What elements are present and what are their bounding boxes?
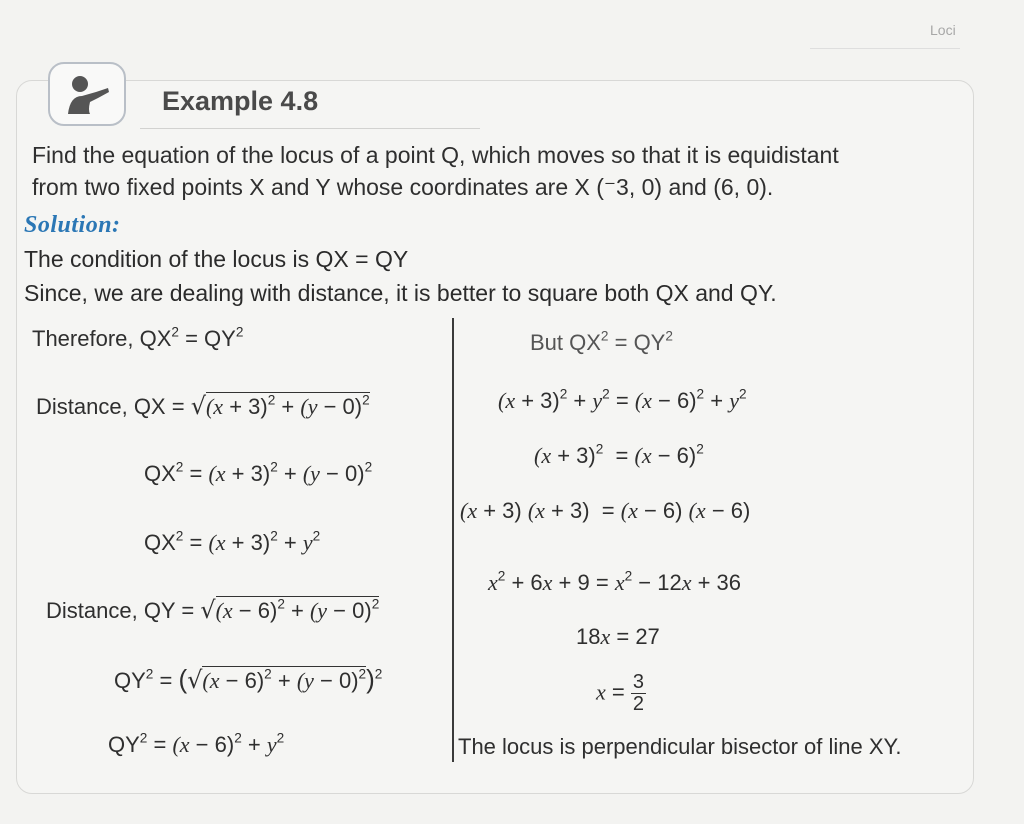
header-rule — [140, 128, 480, 129]
question-line-2: from two fixed points X and Y whose coordinates are X (⁻3, 0) and (6, 0). — [32, 174, 774, 200]
student-pointing-icon — [48, 62, 126, 126]
left-distance-qy: Distance, QY = $√(x - 6)^2 + (y - 0)^2$ — [46, 596, 380, 624]
right-eq-1: $(x + 3)^2 + y^2 = (x - 6)^2 + y^2$ — [498, 386, 747, 413]
page-tag-rule — [810, 48, 960, 49]
left-qx2-simplified: $QX^2 = (x + 3)^2 + y^2$ — [144, 528, 321, 555]
conclusion-text: The locus is perpendicular bisector of line XY. — [458, 734, 902, 759]
solution-line-2: Since, we are dealing with distance, it is better to square both QX and QY. — [24, 280, 777, 306]
solution-line-1: The condition of the locus is QX = QY — [24, 246, 409, 272]
right-eq-4: $x^2 + 6x + 9 = x^2 - 12x + 36$ — [488, 568, 742, 595]
left-qx2-expanded: $QX^2 = (x + 3)^2 + (y - 0)^2$ — [144, 459, 373, 486]
right-but: But $QX^2 = QY^2$ — [530, 328, 673, 355]
right-eq-5: 18x = 27 — [576, 624, 660, 649]
right-eq-2: $(x + 3)^2 = (x - 6)^2$ — [534, 441, 704, 468]
right-eq-3: (x + 3) (x + 3) = (x − 6) (x − 6) — [460, 498, 751, 523]
example-title: Example 4.8 — [162, 86, 319, 116]
left-qy2-simplified: $QY^2 = (x - 6)^2 + y^2$ — [108, 730, 285, 757]
left-qy2-squared-root: $QY^2 = (√(x - 6)^2 + (y - 0)^2)^2$ — [114, 664, 383, 694]
left-therefore: Therefore, $QX^2 = QY^2$ — [32, 324, 244, 351]
right-eq-6: x = $\frac{3}{2}$ — [596, 671, 644, 715]
question-line-1: Find the equation of the locus of a point Q, which moves so that it is equidistant — [32, 142, 839, 168]
page-tag: Loci — [930, 22, 956, 38]
therefore-text: Therefore, QX — [32, 326, 172, 351]
column-divider — [452, 318, 454, 762]
solution-heading: Solution: — [24, 212, 121, 238]
left-distance-qx: Distance, QX = $√(x + 3)^2 + (y - 0)^2$ — [36, 392, 370, 420]
